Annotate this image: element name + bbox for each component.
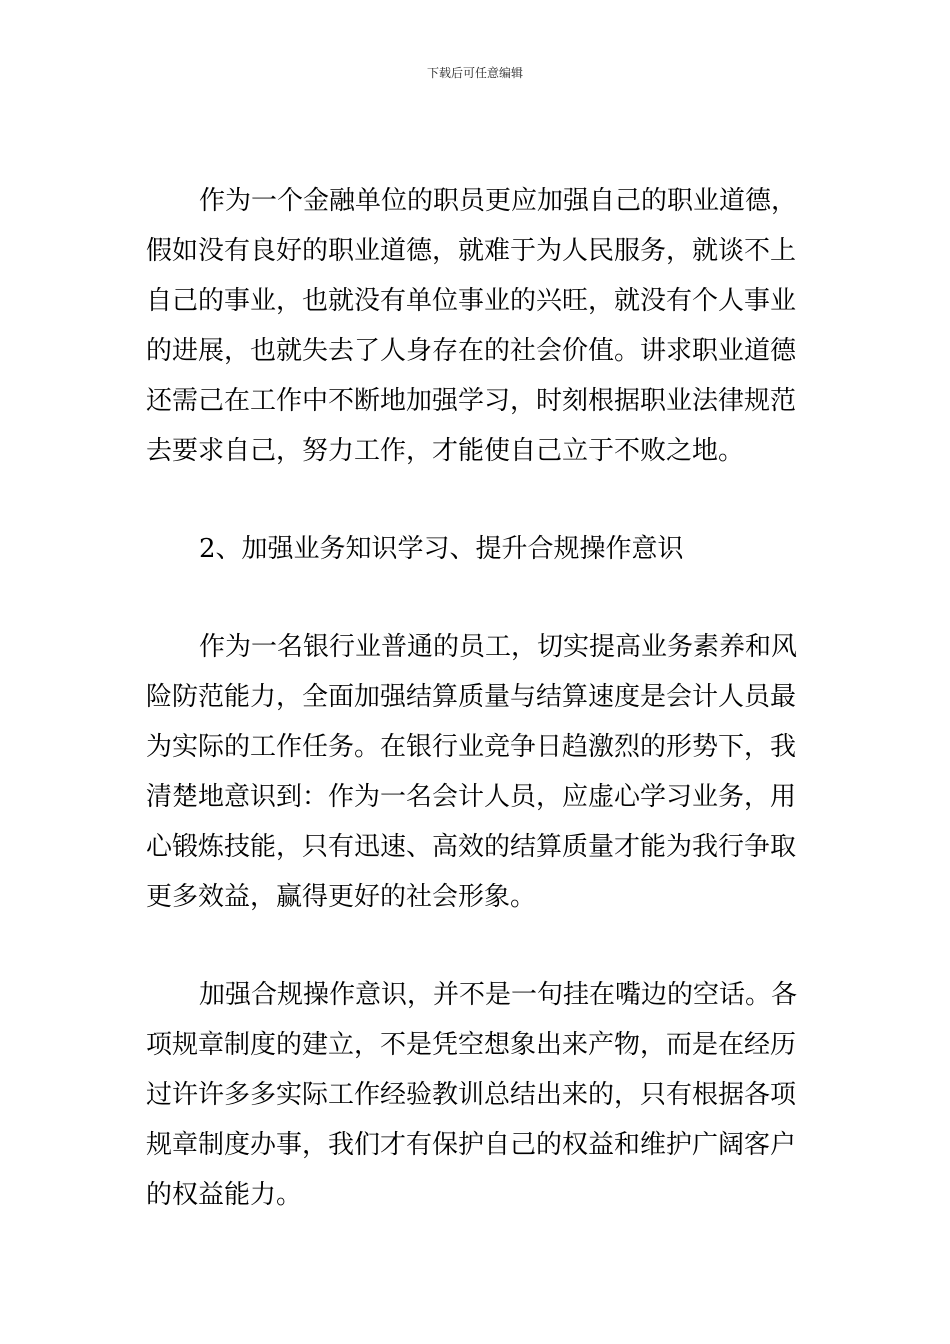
paragraph-line: 心锻炼技能，只有迅速、高效的结算质量才能为我行争取 — [146, 832, 797, 862]
paragraph-line: 作为一个金融单位的职员更应加强自己的职业道德， — [199, 186, 798, 216]
paragraph-line: 作为一名银行业普通的员工，切实提高业务素养和风 — [199, 632, 798, 662]
paragraph-line: 过许许多多实际工作经验教训总结出来的，只有根据各项 — [146, 1080, 797, 1110]
paragraph-line: 为实际的工作任务。在银行业竞争日趋激烈的形势下，我 — [146, 732, 797, 762]
paragraph-line: 还需己在工作中不断地加强学习，时刻根据职业法律规范 — [146, 386, 797, 416]
paragraph-line: 去要求自己，努力工作，才能使自己立于不败之地。 — [146, 436, 745, 466]
paragraph-line: 更多效益，赢得更好的社会形象。 — [146, 882, 537, 912]
section-heading-text: 2、加强业务知识学习、提升合规操作意识 — [199, 534, 684, 564]
paragraph-line: 自己的事业，也就没有单位事业的兴旺，就没有个人事业 — [146, 286, 797, 316]
paragraph-line: 假如没有良好的职业道德，就难于为人民服务，就谈不上 — [146, 236, 797, 266]
paragraph-line: 的权益能力。 — [146, 1180, 303, 1210]
paragraph-line: 项规章制度的建立，不是凭空想象出来产物，而是在经历 — [146, 1030, 797, 1060]
paragraph-line: 的进展，也就失去了人身存在的社会价值。讲求职业道德 — [146, 336, 797, 366]
paragraph-line: 加强合规操作意识，并不是一句挂在嘴边的空话。各 — [199, 980, 798, 1010]
paragraph-line: 清楚地意识到：作为一名会计人员，应虚心学习业务，用 — [146, 782, 797, 812]
paragraph-line: 规章制度办事，我们才有保护自己的权益和维护广阔客户 — [146, 1130, 797, 1160]
page-header: 下载后可任意编辑 — [426, 66, 523, 80]
paragraph-line: 险防范能力，全面加强结算质量与结算速度是会计人员最 — [146, 682, 797, 712]
